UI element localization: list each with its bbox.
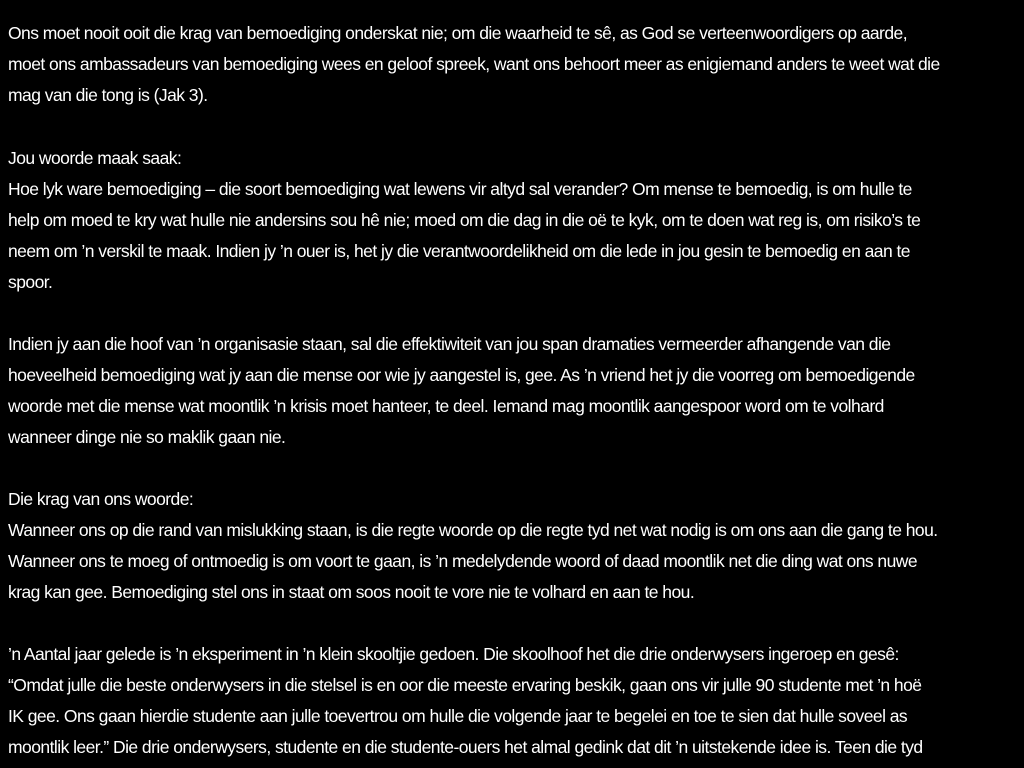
text-line-18: “Omdat julle die beste onderwysers in die stelsel is en oor die meeste ervaring beskik, gaan ons vir julle 90 studente met ’n hoë: [8, 675, 922, 695]
text-line-5: Hoe lyk ware bemoediging – die soort bemoediging wat lewens vir altyd sal verander? Om mense te bemoedig, is om hulle te: [8, 179, 912, 199]
text-line-20: moontlik leer.” Die drie onderwysers, studente en die studente-ouers het almal gedink dat dit ’n uitstekende idee is. Teen die tyd: [8, 737, 923, 757]
text-line-12: wanneer dinge nie so maklik gaan nie.: [8, 427, 286, 447]
text-line-7: neem om ’n verskil te maak. Indien jy ’n ouer is, het jy die verantwoordelikheid om die lede in jou gesin te bemoedig en aan te: [8, 241, 910, 261]
text-line-15: Wanneer ons te moeg of ontmoedig is om voort te gaan, is ’n medelydende woord of daad moontlik net die ding wat ons nuwe: [8, 551, 918, 571]
text-line-14: Wanneer ons op die rand van mislukking staan, is die regte woorde op die regte tyd net wat nodig is om ons aan die gang te hou.: [8, 520, 938, 540]
section-heading-jou-woorde: Jou woorde maak saak:: [8, 148, 182, 168]
section-heading-die-krag: Die krag van ons woorde:: [8, 489, 194, 509]
text-line-9: Indien jy aan die hoof van ’n organisasie staan, sal die effektiwiteit van jou span dramaties vermeerder afhangende van die: [8, 334, 891, 354]
text-line-10: hoeveelheid bemoediging wat jy aan die mense oor wie jy aangestel is, gee. As ’n vriend het jy die voorreg om bemoedigende: [8, 365, 915, 385]
text-line-6: help om moed te kry wat hulle nie andersins sou hê nie; moed om die dag in die oë te kyk, om te doen wat reg is, om risiko’s te: [8, 210, 921, 230]
text-line-11: woorde met die mense wat moontlik ’n krisis moet hanteer, te deel. Iemand mag moontlik aangespoor word om te volhard: [8, 396, 884, 416]
text-line-8: spoor.: [8, 272, 53, 292]
text-line-2: moet ons ambassadeurs van bemoediging wees en geloof spreek, want ons behoort meer as enigiemand anders te weet wat die: [8, 54, 940, 74]
text-line-19: IK gee. Ons gaan hierdie studente aan julle toevertrou om hulle die volgende jaar te begelei en toe te sien dat hulle soveel as: [8, 706, 908, 726]
text-line-1: Ons moet nooit ooit die krag van bemoediging onderskat nie; om die waarheid te sê, as God se verteenwoordigers op aarde,: [8, 23, 908, 43]
text-line-3: mag van die tong is (Jak 3).: [8, 85, 208, 105]
text-line-16: krag kan gee. Bemoediging stel ons in staat om soos nooit te vore nie te volhard en aan te hou.: [8, 582, 695, 602]
text-line-17: ’n Aantal jaar gelede is ’n eksperiment in ’n klein skooltjie gedoen. Die skoolhoof het die drie onderwysers ingeroep en gesê:: [8, 644, 899, 664]
